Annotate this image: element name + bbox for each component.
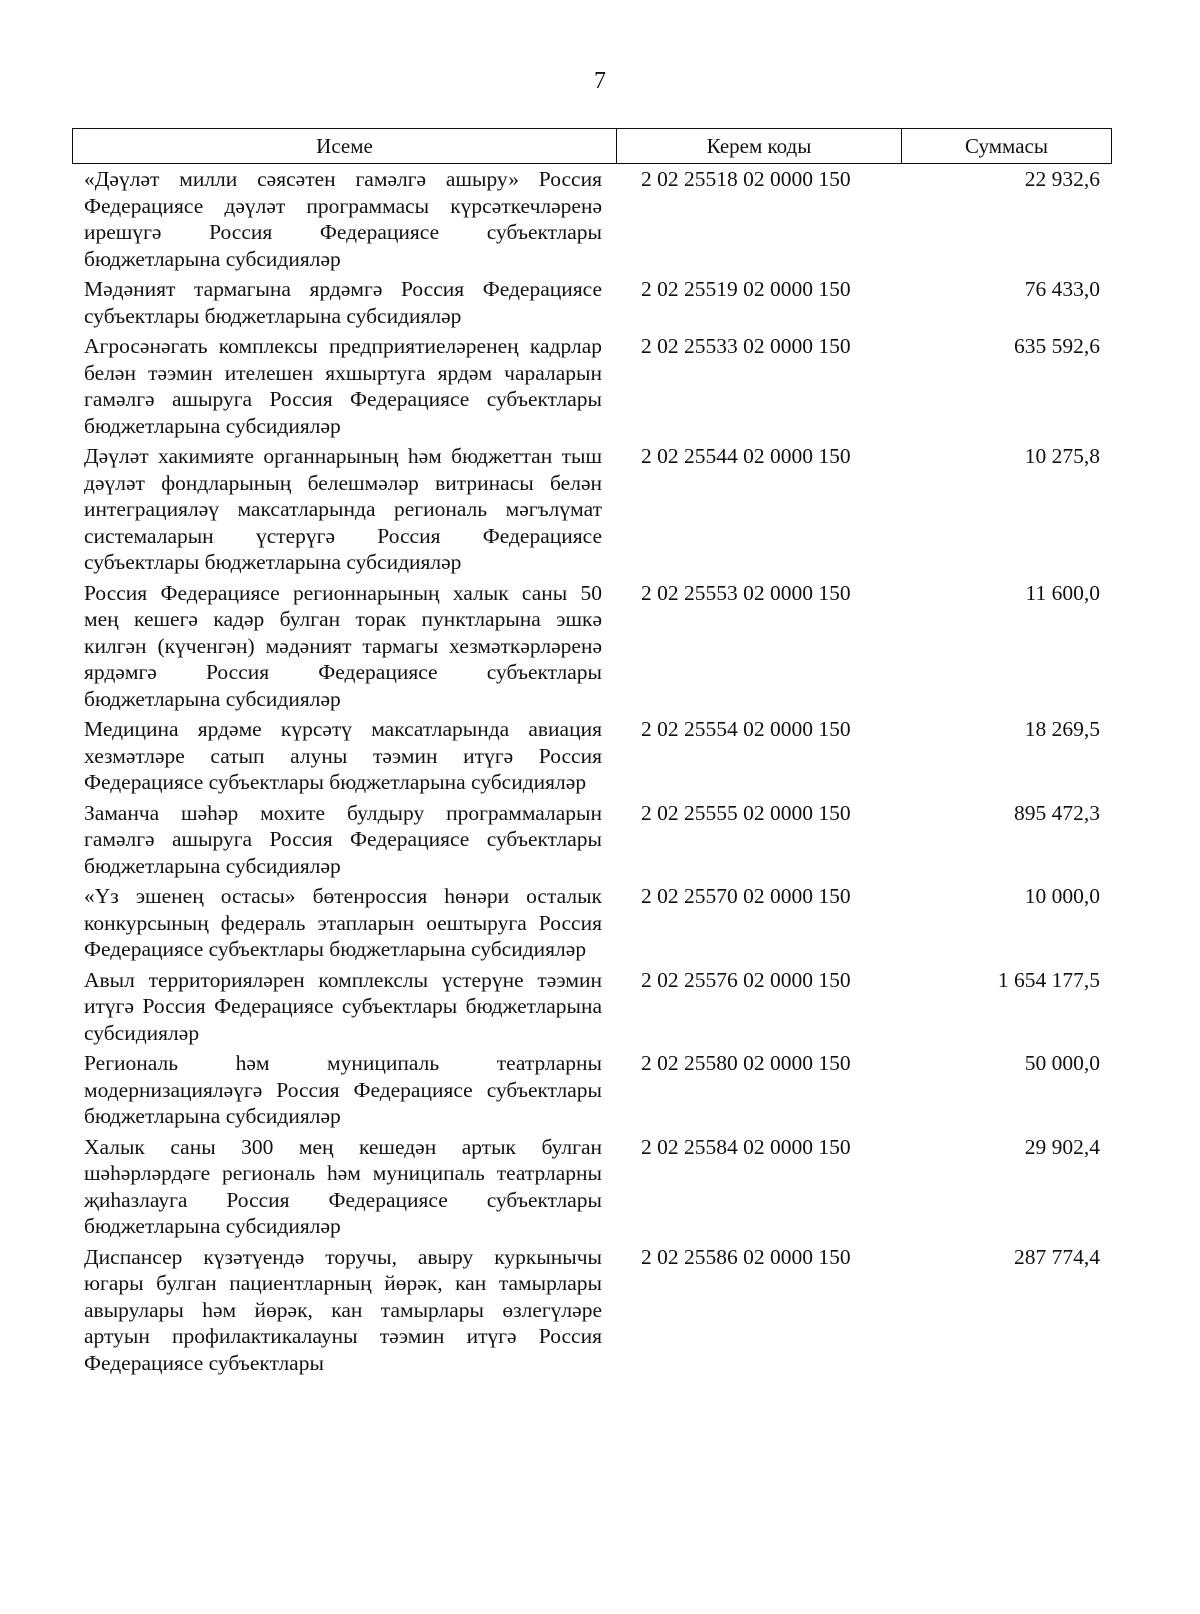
row-code: 2 02 25533 02 0000 150 <box>641 334 851 358</box>
header-sum: Суммасы <box>965 133 1048 158</box>
row-sum: 10 275,8 <box>1024 444 1100 468</box>
row-code: 2 02 25555 02 0000 150 <box>641 800 851 825</box>
row-name: Мәдәният тармагына ярдәмгә Россия Федерациясе субъектлары бюджетларына субсидияләр <box>84 277 602 328</box>
table-row <box>72 800 1112 880</box>
row-code: 2 02 25554 02 0000 150 <box>641 717 851 741</box>
row-code: 2 02 25553 02 0000 150 <box>641 580 851 605</box>
table-row <box>72 276 1112 329</box>
row-code: 2 02 25570 02 0000 150 <box>641 884 851 908</box>
table-row <box>72 1050 1112 1130</box>
row-sum: 635 592,6 <box>1014 334 1100 358</box>
row-sum: 29 902,4 <box>1024 1134 1100 1159</box>
row-name: Дәүләт хакимияте органнарының һәм бюджеттан тыш дәүләт фондларының белешмәләр витринасы белән интеграцияләү максатларында региональ мәгълүмат системаларын үстерүгә Россия Федерациясе субъектлары бюджетларына субсидияләр <box>84 444 602 574</box>
row-code: 2 02 25580 02 0000 150 <box>641 1051 851 1075</box>
table-body <box>72 166 1112 1380</box>
row-name: Авыл территорияләрен комплекслы үстерүне тәэмин итүгә Россия Федерациясе субъектлары бюджетларына субсидияләр <box>84 967 602 1045</box>
row-name: «Үз эшенең остасы» бөтенроссия һөнәри осталык конкурсының федераль этапларын оештыруга Россия Федерациясе субъектлары бюджетларына субсидияләр <box>84 884 602 961</box>
row-name: Диспансер күзәтүендә торучы, авыру куркынычы югары булган пациентларның йөрәк, кан тамырлары авырулары һәм йөрәк, кан тамырлары өзлегүләре артуын профилактикалауны тәэмин итүгә Россия Федерациясе субъектлары <box>84 1244 602 1375</box>
row-sum: 287 774,4 <box>1014 1244 1100 1269</box>
row-sum: 76 433,0 <box>1024 277 1100 301</box>
row-name: Заманча шәһәр мохите булдыру программаларын гамәлгә ашыруга Россия Федерациясе субъектлары бюджетларына субсидияләр <box>84 800 602 878</box>
row-code: 2 02 25586 02 0000 150 <box>641 1244 851 1269</box>
row-name: Медицина ярдәме күрсәтү максатларында авиация хезмәтләре сатып алуны тәэмин итүгә Россия Федерациясе субъектлары бюджетларына субсидияләр <box>84 717 602 794</box>
table-row <box>72 333 1112 439</box>
row-sum: 1 654 177,5 <box>997 967 1100 992</box>
table-row <box>72 166 1112 272</box>
table-header <box>72 128 1112 164</box>
table-row <box>72 967 1112 1047</box>
row-code: 2 02 25518 02 0000 150 <box>641 167 851 191</box>
table-row <box>72 716 1112 796</box>
table-row <box>72 443 1112 576</box>
row-name: Региональ һәм муниципаль театрларны модернизацияләүгә Россия Федерациясе субъектлары бюджетларына субсидияләр <box>84 1051 602 1128</box>
header-code: Керем коды <box>617 129 902 163</box>
row-sum: 10 000,0 <box>1024 884 1100 908</box>
table-row <box>72 883 1112 963</box>
row-name: «Дәүләт милли сәясәтен гамәлгә ашыру» Россия Федерациясе дәүләт программасы күрсәткечләренә ирешүгә Россия Федерациясе субъектлары бюджетларына субсидияләр <box>84 167 602 271</box>
row-name: Агросәнәгать комплексы предприятиеләренең кадрлар белән тәэмин ителешен яхшыртуга ярдәм чараларын гамәлгә ашыруга Россия Федерациясе субъектлары бюджетларына субсидияләр <box>84 334 602 438</box>
row-code: 2 02 25544 02 0000 150 <box>641 444 851 468</box>
row-sum: 22 932,6 <box>1024 167 1100 191</box>
row-sum: 11 600,0 <box>1025 580 1100 605</box>
table-row <box>72 1134 1112 1240</box>
row-name: Россия Федерациясе регионнарының халык саны 50 мең кешегә кадәр булган торак пунктларына эшкә килгән (күченгән) мәдәният тармагы хезмәткәрләренә ярдәмгә Россия Федерациясе субъектлары бюджетларына субсидияләр <box>84 580 602 711</box>
row-code: 2 02 25584 02 0000 150 <box>641 1134 851 1159</box>
row-code: 2 02 25576 02 0000 150 <box>641 967 851 992</box>
row-sum: 50 000,0 <box>1024 1051 1100 1075</box>
table-row <box>72 580 1112 713</box>
row-sum: 18 269,5 <box>1024 717 1100 741</box>
row-sum: 895 472,3 <box>1014 800 1100 825</box>
header-name: Исеме <box>73 129 617 163</box>
page-number: 7 <box>594 68 606 94</box>
row-name: Халык саны 300 мең кешедән артык булган шәһәрләрдәге региональ һәм муниципаль театрларны җиһазлауга Россия Федерациясе субъектлары бюджетларына субсидияләр <box>84 1134 602 1238</box>
table-row <box>72 1244 1112 1377</box>
row-code: 2 02 25519 02 0000 150 <box>641 277 851 301</box>
